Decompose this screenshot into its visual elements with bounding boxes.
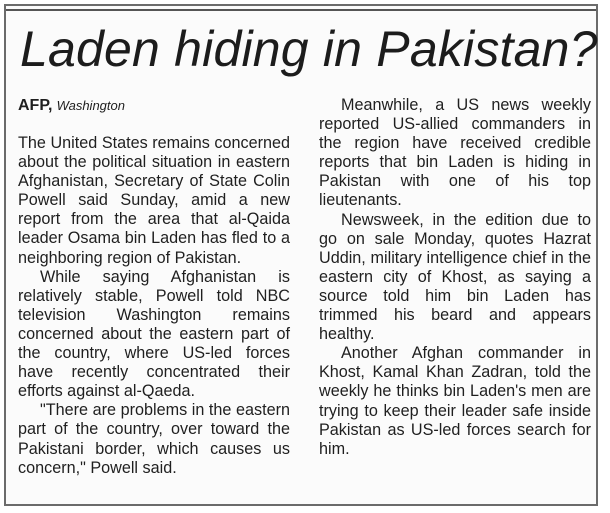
- right-column: [319, 96, 591, 459]
- paragraph: Meanwhile, a US news weekly reported US-allied commanders in the region have received credible reports that bin Laden is hiding in Pakistan with one of his top lieutenants.: [319, 96, 591, 210]
- paragraph: Newsweek, in the edition due to go on sale Monday, quotes Hazrat Uddin, military intelligence chief in the eastern city of Khost, as saying a source told him bin Laden has trimmed his beard and appears healthy.: [319, 210, 591, 344]
- dateline-location: Washington: [56, 98, 125, 113]
- dateline-source: AFP,: [18, 97, 53, 114]
- paragraph: "There are problems in the eastern part of the country, over toward the Pakistani border, which causes us concern," Powell said.: [18, 401, 290, 477]
- news-clipping: [4, 4, 598, 506]
- paragraph: Another Afghan commander in Khost, Kamal Khan Zadran, told the weekly he thinks bin Laden's men are trying to keep their leader safe inside Pakistan as US-led forces search for him.: [319, 344, 591, 458]
- headline: Laden hiding in Pakistan?: [20, 21, 598, 77]
- paragraph: While saying Afghanistan is relatively stable, Powell told NBC television Washington remains concerned about the eastern part of the country, where US-led forces have recently concentrated their efforts against al-Qaeda.: [18, 267, 290, 401]
- paragraph: The United States remains concerned about the political situation in eastern Afghanistan, Secretary of State Colin Powell said Sunday, amid a new report from the area that al-Qaida leader Osama bin Laden has fled to a neighboring region of Pakistan.: [18, 134, 290, 267]
- dateline: [18, 96, 290, 115]
- left-column: [18, 96, 290, 478]
- top-rule: [6, 9, 596, 11]
